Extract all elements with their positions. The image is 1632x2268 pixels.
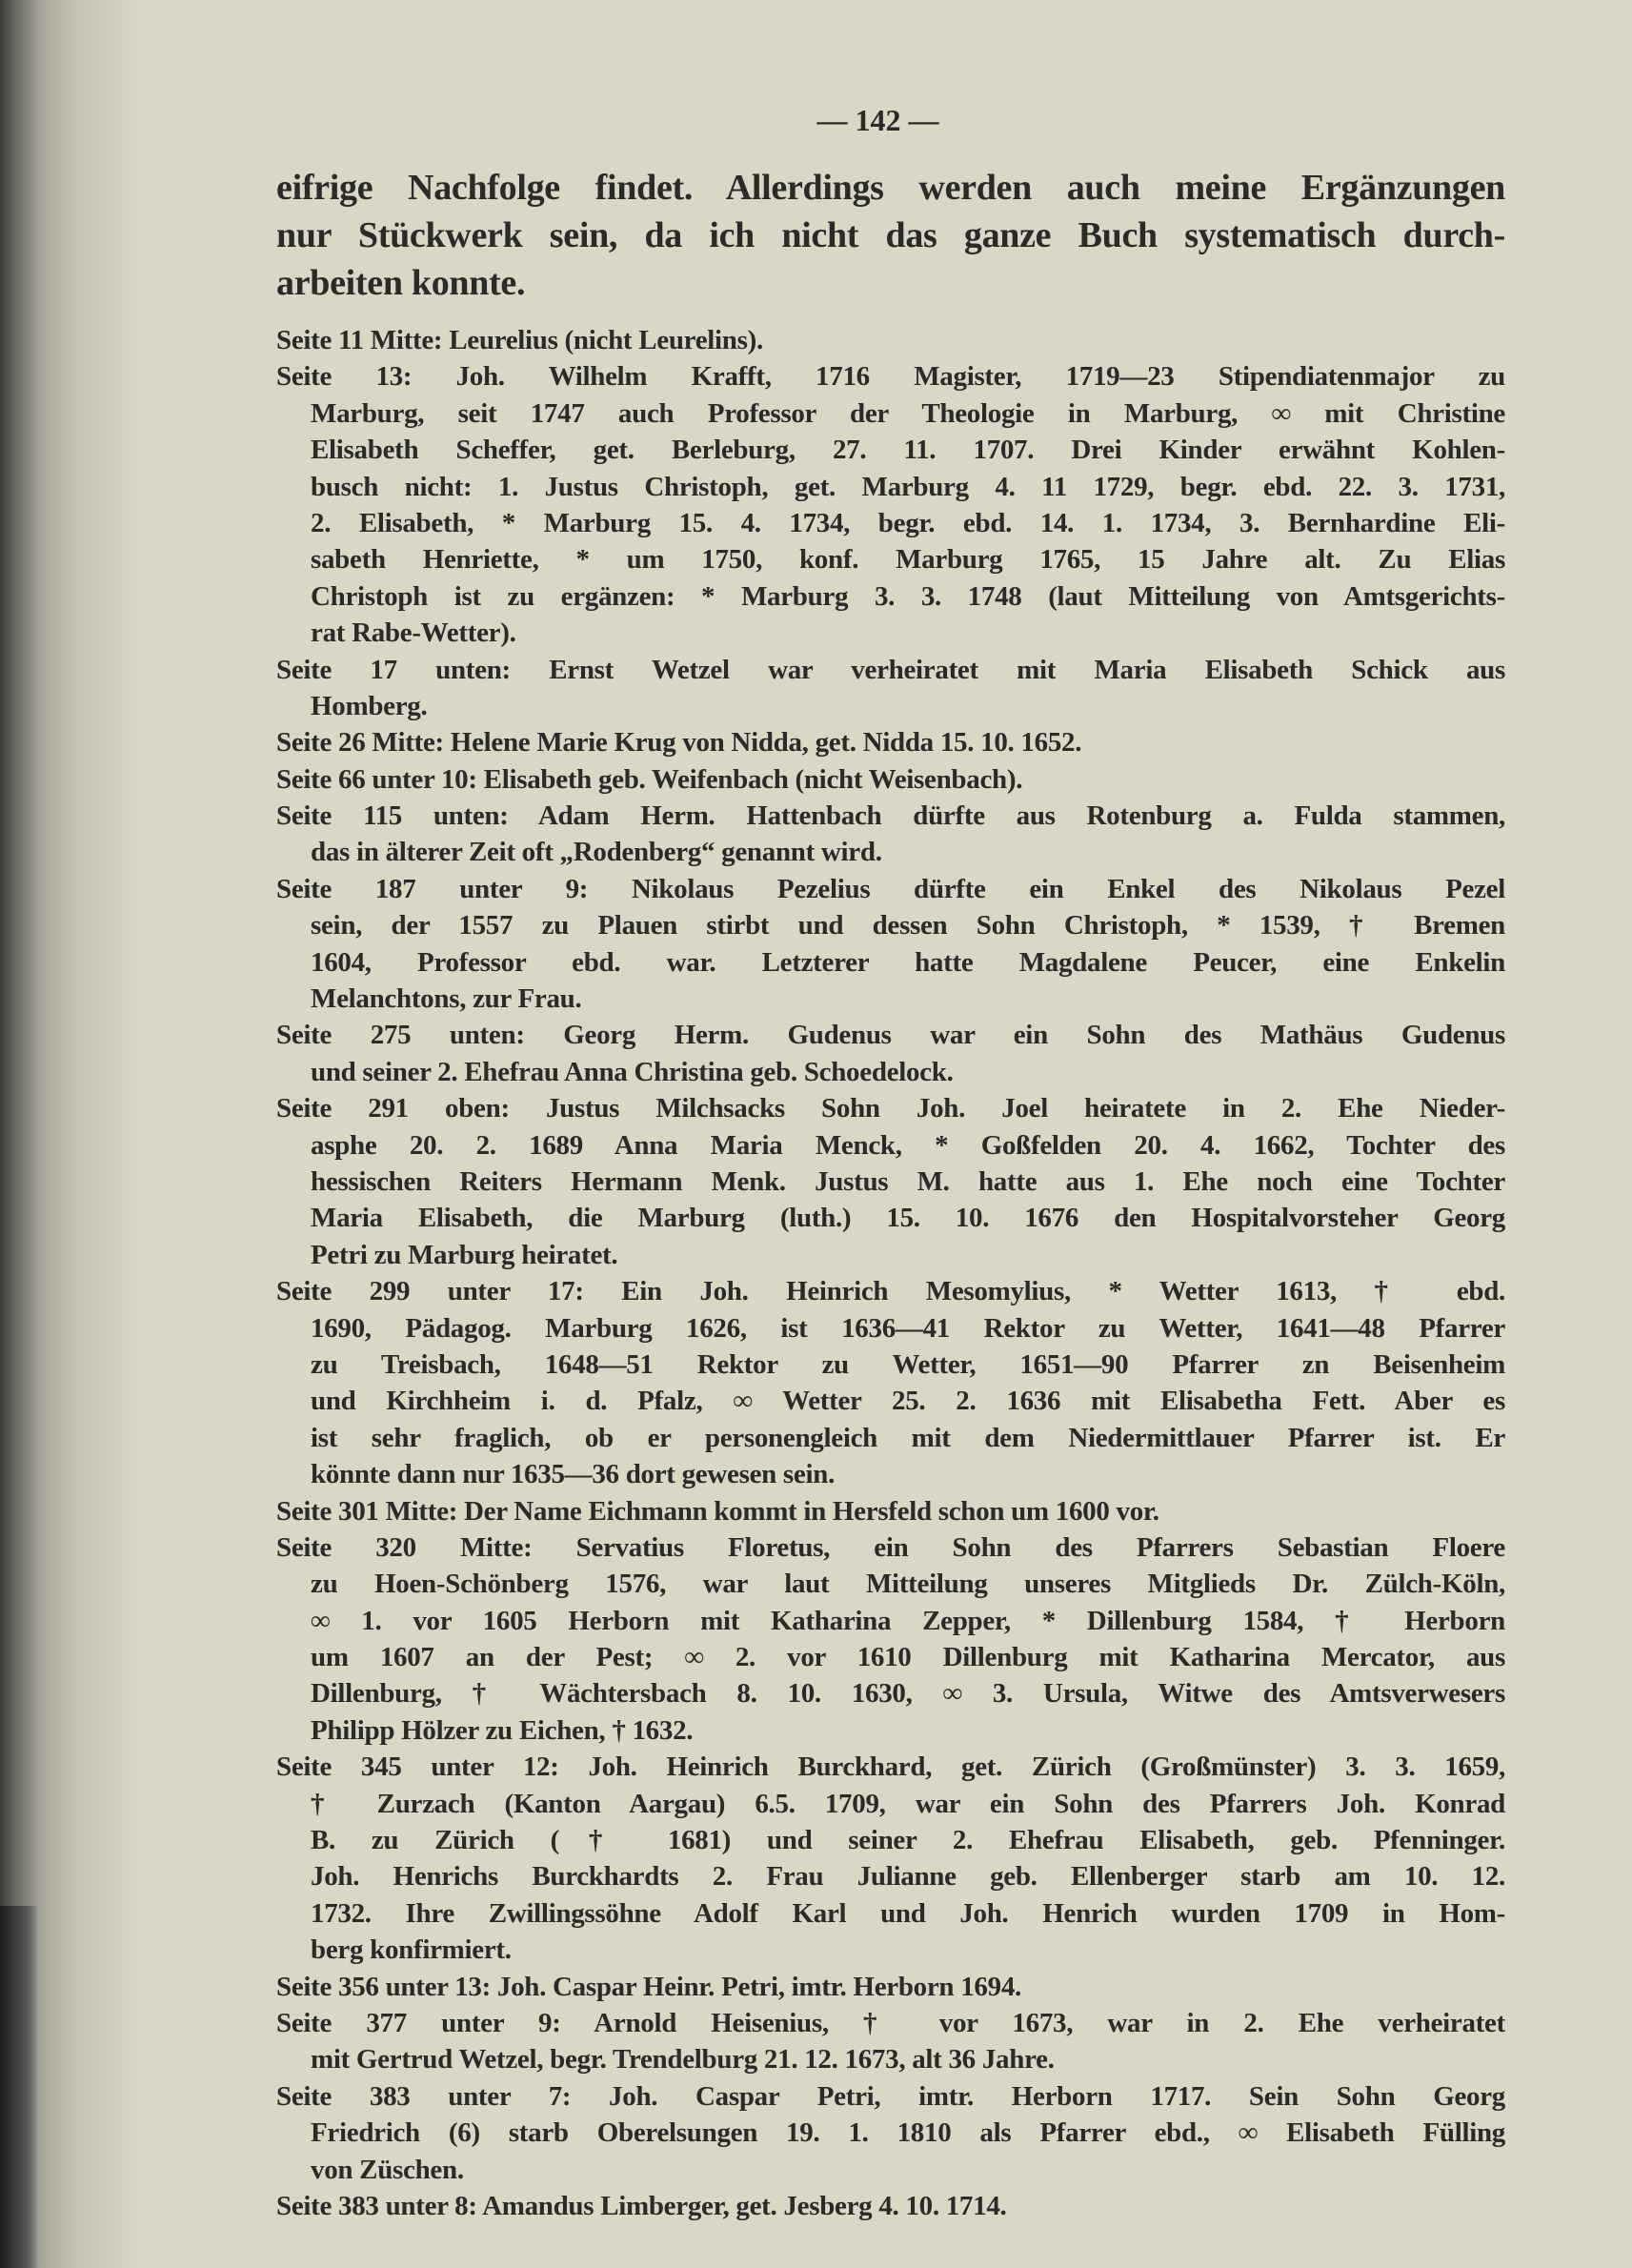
entry-line: Seite 383 unter 7: Joh. Caspar Petri, imtr. Herborn 1717. Sein Sohn Georg xyxy=(276,2080,1505,2112)
correction-entry xyxy=(276,1529,1505,1749)
entry-line: und Kirchheim i. d. Pfalz, ∞ Wetter 25. 2. 1636 mit Elisabetha Fett. Aber es xyxy=(311,1386,1505,1417)
entry-line: Maria Elisabeth, die Marburg (luth.) 15. 10. 1676 den Hospitalvorsteher Georg xyxy=(311,1203,1505,1234)
correction-entry xyxy=(276,1749,1505,1968)
entry-line: Seite 187 unter 9: Nikolaus Pezelius dürfte ein Enkel des Nikolaus Pezel xyxy=(276,873,1505,904)
entry-line: Seite 17 unten: Ernst Wetzel war verheiratet mit Maria Elisabeth Schick aus xyxy=(276,654,1505,685)
entry-line: hessischen Reiters Hermann Menk. Justus M. hatte aus 1. Ehe noch eine Tochter xyxy=(311,1165,1505,1197)
entry-line: könnte dann nur 1635—36 dort gewesen sein. xyxy=(311,1459,836,1490)
entry-line: Seite 299 unter 17: Ein Joh. Heinrich Mesomylius, * Wetter 1613, † ebd. xyxy=(276,1276,1505,1307)
correction-entry xyxy=(276,1969,1505,2005)
correction-entry xyxy=(276,2005,1505,2078)
entry-line: zu Hoen-Schönberg 1576, war laut Mitteilung unseres Mitglieds Dr. Zülch-Köln, xyxy=(311,1569,1505,1600)
entry-line: Christoph ist zu ergänzen: * Marburg 3. 3. 1748 (laut Mitteilung von Amtsgerichts- xyxy=(311,580,1505,612)
correction-entry xyxy=(276,322,1505,358)
entry-line: und seiner 2. Ehefrau Anna Christina geb. Schoedelock. xyxy=(311,1056,954,1087)
entry-line: Petri zu Marburg heiratet. xyxy=(311,1239,618,1270)
entry-line: berg konfirmiert. xyxy=(311,1934,512,1966)
entry-line: Seite 377 unter 9: Arnold Heisenius, † vor 1673, war in 2. Ehe verheiratet xyxy=(276,2007,1505,2038)
entry-line: 2. Elisabeth, * Marburg 15. 4. 1734, begr. ebd. 14. 1. 1734, 3. Bernhardine Eli- xyxy=(311,507,1505,538)
correction-entry xyxy=(276,1493,1505,1529)
entry-line: Homberg. xyxy=(311,690,428,721)
entry-line: Seite 291 oben: Justus Milchsacks Sohn Joh. Joel heiratete in 2. Ehe Nieder- xyxy=(276,1093,1505,1124)
entry-line: Elisabeth Scheffer, get. Berleburg, 27. 11. 1707. Drei Kinder erwähnt Kohlen- xyxy=(311,435,1505,466)
entry-line: von Züschen. xyxy=(311,2154,464,2185)
entry-line: um 1607 an der Pest; ∞ 2. vor 1610 Dillenburg mit Katharina Mercator, aus xyxy=(311,1642,1505,1673)
entry-line: zu Treisbach, 1648—51 Rektor zu Wetter, 1651—90 Pfarrer zn Beisenheim xyxy=(311,1348,1505,1380)
entry-line: Seite 356 unter 13: Joh. Caspar Heinr. Petri, imtr. Herborn 1694. xyxy=(276,1971,1021,2002)
correction-entry xyxy=(276,652,1505,725)
entry-line: Seite 301 Mitte: Der Name Eichmann kommt in Hersfeld schon um 1600 vor. xyxy=(276,1495,1159,1527)
entry-line: † Zurzach (Kanton Aargau) 6.5. 1709, war ein Sohn des Pfarrers Joh. Konrad xyxy=(311,1788,1505,1819)
correction-entry xyxy=(276,871,1505,1018)
entry-line: Seite 13: Joh. Wilhelm Krafft, 1716 Magister, 1719—23 Stipendiatenmajor zu xyxy=(276,361,1505,393)
entry-line: Seite 26 Mitte: Helene Marie Krug von Nidda, get. Nidda 15. 10. 1652. xyxy=(276,727,1082,759)
entry-line: B. zu Zürich († 1681) und seiner 2. Ehefrau Elisabeth, geb. Pfenninger. xyxy=(311,1825,1505,1856)
entry-line: Dillenburg, † Wächtersbach 8. 10. 1630, ∞ 3. Ursula, Witwe des Amtsverwesers xyxy=(311,1678,1505,1710)
entry-line: Joh. Henrichs Burckhardts 2. Frau Julianne geb. Ellenberger starb am 10. 12. xyxy=(311,1861,1505,1893)
entry-line: ist sehr fraglich, ob er personengleich mit dem Niedermittlauer Pfarrer ist. Er xyxy=(311,1422,1505,1453)
entry-line: 1732. Ihre Zwillingssöhne Adolf Karl und Joh. Henrich wurden 1709 in Hom- xyxy=(311,1897,1505,1929)
entry-line: mit Gertrud Wetzel, begr. Trendelburg 21. 12. 1673, alt 36 Jahre. xyxy=(311,2044,1055,2076)
intro-line: arbeiten konnte. xyxy=(276,263,526,303)
correction-entry xyxy=(276,798,1505,871)
entry-line: das in älterer Zeit oft „Rodenberg“ genannt wird. xyxy=(311,837,882,868)
correction-entry xyxy=(276,1273,1505,1492)
entry-line: sein, der 1557 zu Plauen stirbt und dessen Sohn Christoph, * 1539, † Bremen xyxy=(311,910,1505,942)
intro-line: nur Stückwerk sein, da ich nicht das ganze Buch systematisch durch- xyxy=(276,215,1505,255)
correction-entry xyxy=(276,724,1505,760)
entry-line: 1690, Pädagog. Marburg 1626, ist 1636—41 Rektor zu Wetter, 1641—48 Pfarrer xyxy=(311,1312,1505,1344)
correction-entry xyxy=(276,2078,1505,2188)
entry-line: Philipp Hölzer zu Eichen, † 1632. xyxy=(311,1714,694,1746)
entry-line: busch nicht: 1. Justus Christoph, get. Marburg 4. 11 1729, begr. ebd. 22. 3. 1731, xyxy=(311,471,1505,502)
correction-entry xyxy=(276,1017,1505,1090)
correction-entry xyxy=(276,761,1505,798)
entry-line: rat Rabe-Wetter). xyxy=(311,618,516,649)
entry-line: ∞ 1. vor 1605 Herborn mit Katharina Zepper, * Dillenburg 1584, † Herborn xyxy=(311,1605,1505,1636)
book-binding-edge xyxy=(0,0,143,2268)
page-number: — 142 — xyxy=(816,103,939,137)
entry-line: Seite 383 unter 8: Amandus Limberger, get. Jesberg 4. 10. 1714. xyxy=(276,2190,1007,2221)
entry-line: sabeth Henriette, * um 1750, konf. Marburg 1765, 15 Jahre alt. Zu Elias xyxy=(311,544,1505,576)
entry-line: 1604, Professor ebd. war. Letzterer hatte Magdalene Peucer, eine Enkelin xyxy=(311,946,1505,978)
entry-line: Seite 345 unter 12: Joh. Heinrich Burckhard, get. Zürich (Großmünster) 3. 3. 1659, xyxy=(276,1752,1505,1783)
entry-line: Marburg, seit 1747 auch Professor der Theologie in Marburg, ∞ mit Christine xyxy=(311,397,1505,429)
correction-entry xyxy=(276,1090,1505,1273)
intro-paragraph xyxy=(276,164,1505,307)
correction-entry xyxy=(276,358,1505,651)
entry-line: asphe 20. 2. 1689 Anna Maria Menck, * Goßfelden 20. 4. 1662, Tochter des xyxy=(311,1129,1505,1161)
entry-line: Seite 66 unter 10: Elisabeth geb. Weifenbach (nicht Weisenbach). xyxy=(276,763,1023,795)
entry-line: Seite 320 Mitte: Servatius Floretus, ein Sohn des Pfarrers Sebastian Floere xyxy=(276,1531,1505,1563)
entry-line: Melanchtons, zur Frau. xyxy=(311,983,582,1015)
entry-line: Seite 275 unten: Georg Herm. Gudenus war ein Sohn des Mathäus Gudenus xyxy=(276,1020,1505,1051)
entry-line: Friedrich (6) starb Oberelsungen 19. 1. 1810 als Pfarrer ebd., ∞ Elisabeth Fülling xyxy=(311,2117,1505,2149)
corrections-list xyxy=(276,322,1505,2224)
correction-entry xyxy=(276,2188,1505,2224)
entry-line: Seite 115 unten: Adam Herm. Hattenbach dürfte aus Rotenburg a. Fulda stammen, xyxy=(276,800,1505,832)
intro-line: eifrige Nachfolge findet. Allerdings werden auch meine Ergänzungen xyxy=(276,168,1505,208)
entry-line: Seite 11 Mitte: Leurelius (nicht Leurelins). xyxy=(276,325,763,355)
